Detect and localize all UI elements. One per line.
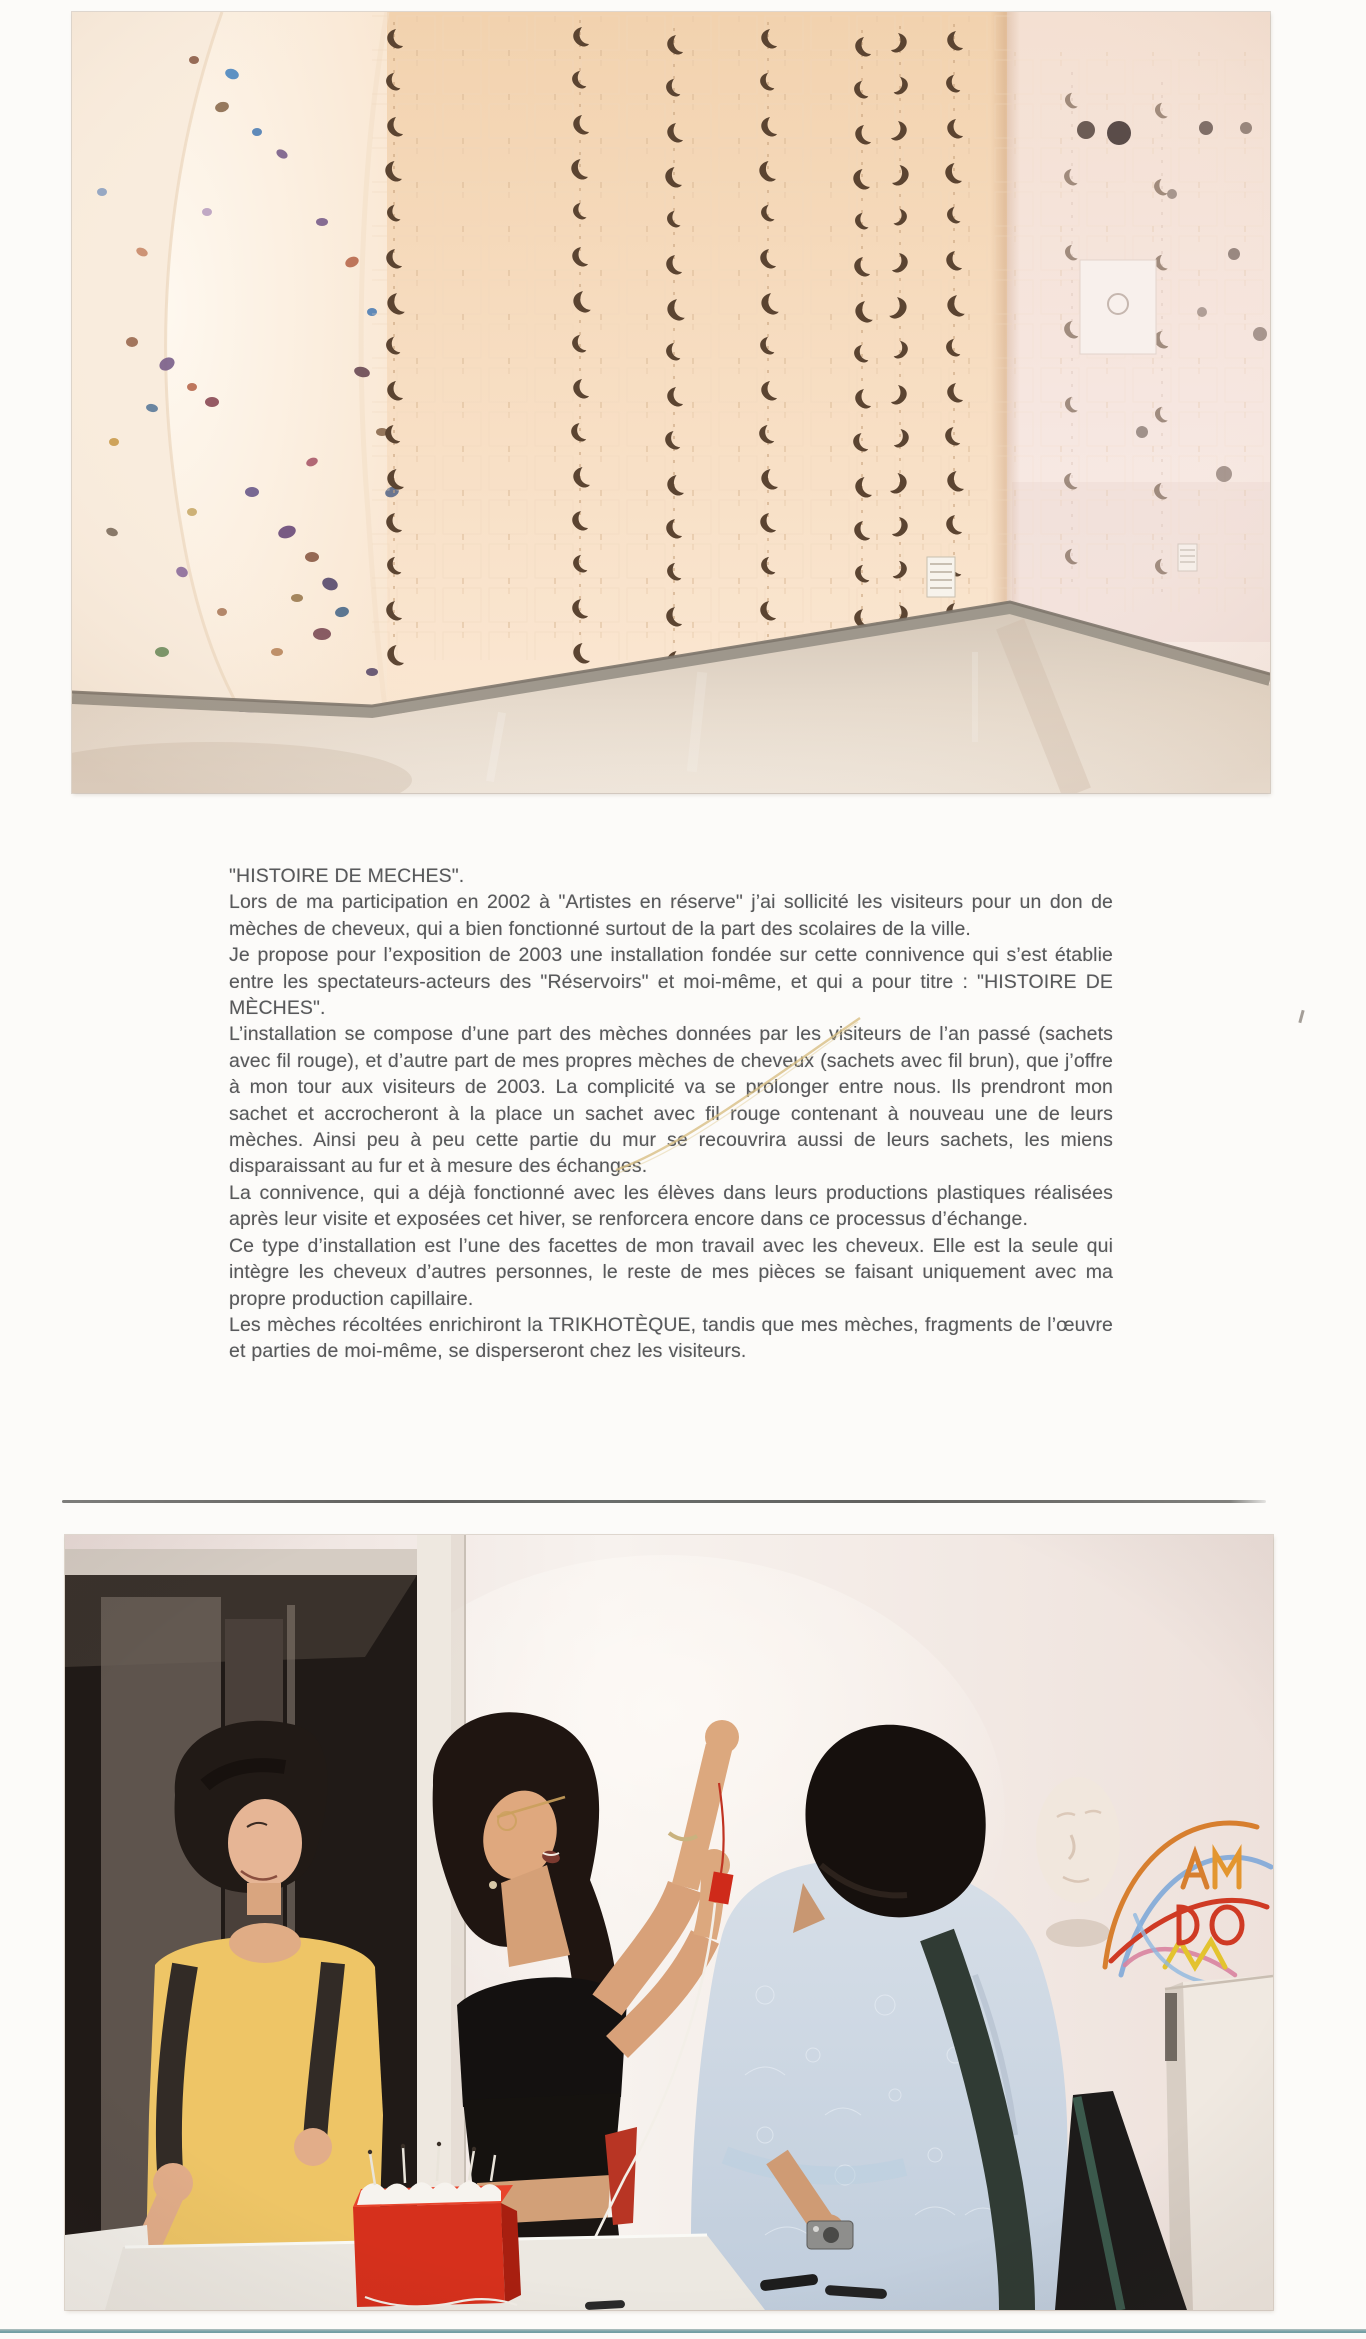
installation-photo-graphic — [72, 12, 1270, 793]
divider-line — [62, 1500, 1266, 1503]
article-paragraph: Je propose pour l’exposition de 2003 une installation fondée sur cette connivence qui s’est établie entre les spectateurs-acteurs des "Réservoirs" et moi-même, et qui a pour titre : "HISTOIRE DE MÈCHES". — [229, 944, 1113, 1020]
page-bottom-edge — [0, 2329, 1366, 2333]
article-paragraph: Lors de ma participation en 2002 à "Artistes en réserve" j’ai sollicité les visiteurs pour un don de mèches de cheveux, qui a bien fonctionné surtout de la part des scolaires de la ville. — [229, 891, 1113, 940]
photo-visitors — [65, 1535, 1273, 2310]
scan-speck-artifact — [1298, 1010, 1304, 1023]
article-paragraph: Les mèches récoltées enrichiront la TRIKHOTÈQUE, tandis que mes mèches, fragments de l’œuvre et parties de moi-même, se disperseront chez les visiteurs. — [229, 1313, 1113, 1363]
article-title: "HISTOIRE DE MECHES". — [229, 865, 465, 887]
article-paragraph: La connivence, qui a déjà fonctionné avec les élèves dans leurs productions plastiques réalisées après leur visite et exposées cet hiver, se renforcera encore dans ce processus d’échange. — [229, 1181, 1113, 1231]
article-paragraph: L’installation se compose d’une part des mèches données par les visiteurs de l’an passé (sachets avec fil rouge), et d’autre part de mes propres mèches de cheveux (sachets avec fil brun), que j’offre à mon tour aux visiteurs de 2003. La complicité va se prolonger entre nous. Ils prendront mon sachet et accrocheront à la place un sachet avec fil rouge contenant à nouveau une de leurs mèches. Ainsi peu à peu cette partie du mur se recouvrira aussi de leurs sachets, les miens disparaissant au fur et à mesure des échanges. — [229, 1023, 1113, 1178]
photo-vignette — [72, 12, 1270, 793]
visitors-photo-graphic — [65, 1535, 1273, 2310]
article-text — [229, 863, 1113, 1365]
article-paragraph: Ce type d’installation est l’une des facettes de mon travail avec les cheveux. Elle est la seule qui intègre les cheveux d’autres personnes, le reste de mes pièces se faisant uniquement avec ma propre production capillaire. — [229, 1234, 1113, 1310]
photo-vignette — [65, 1535, 1273, 2310]
photo-installation — [72, 12, 1270, 793]
